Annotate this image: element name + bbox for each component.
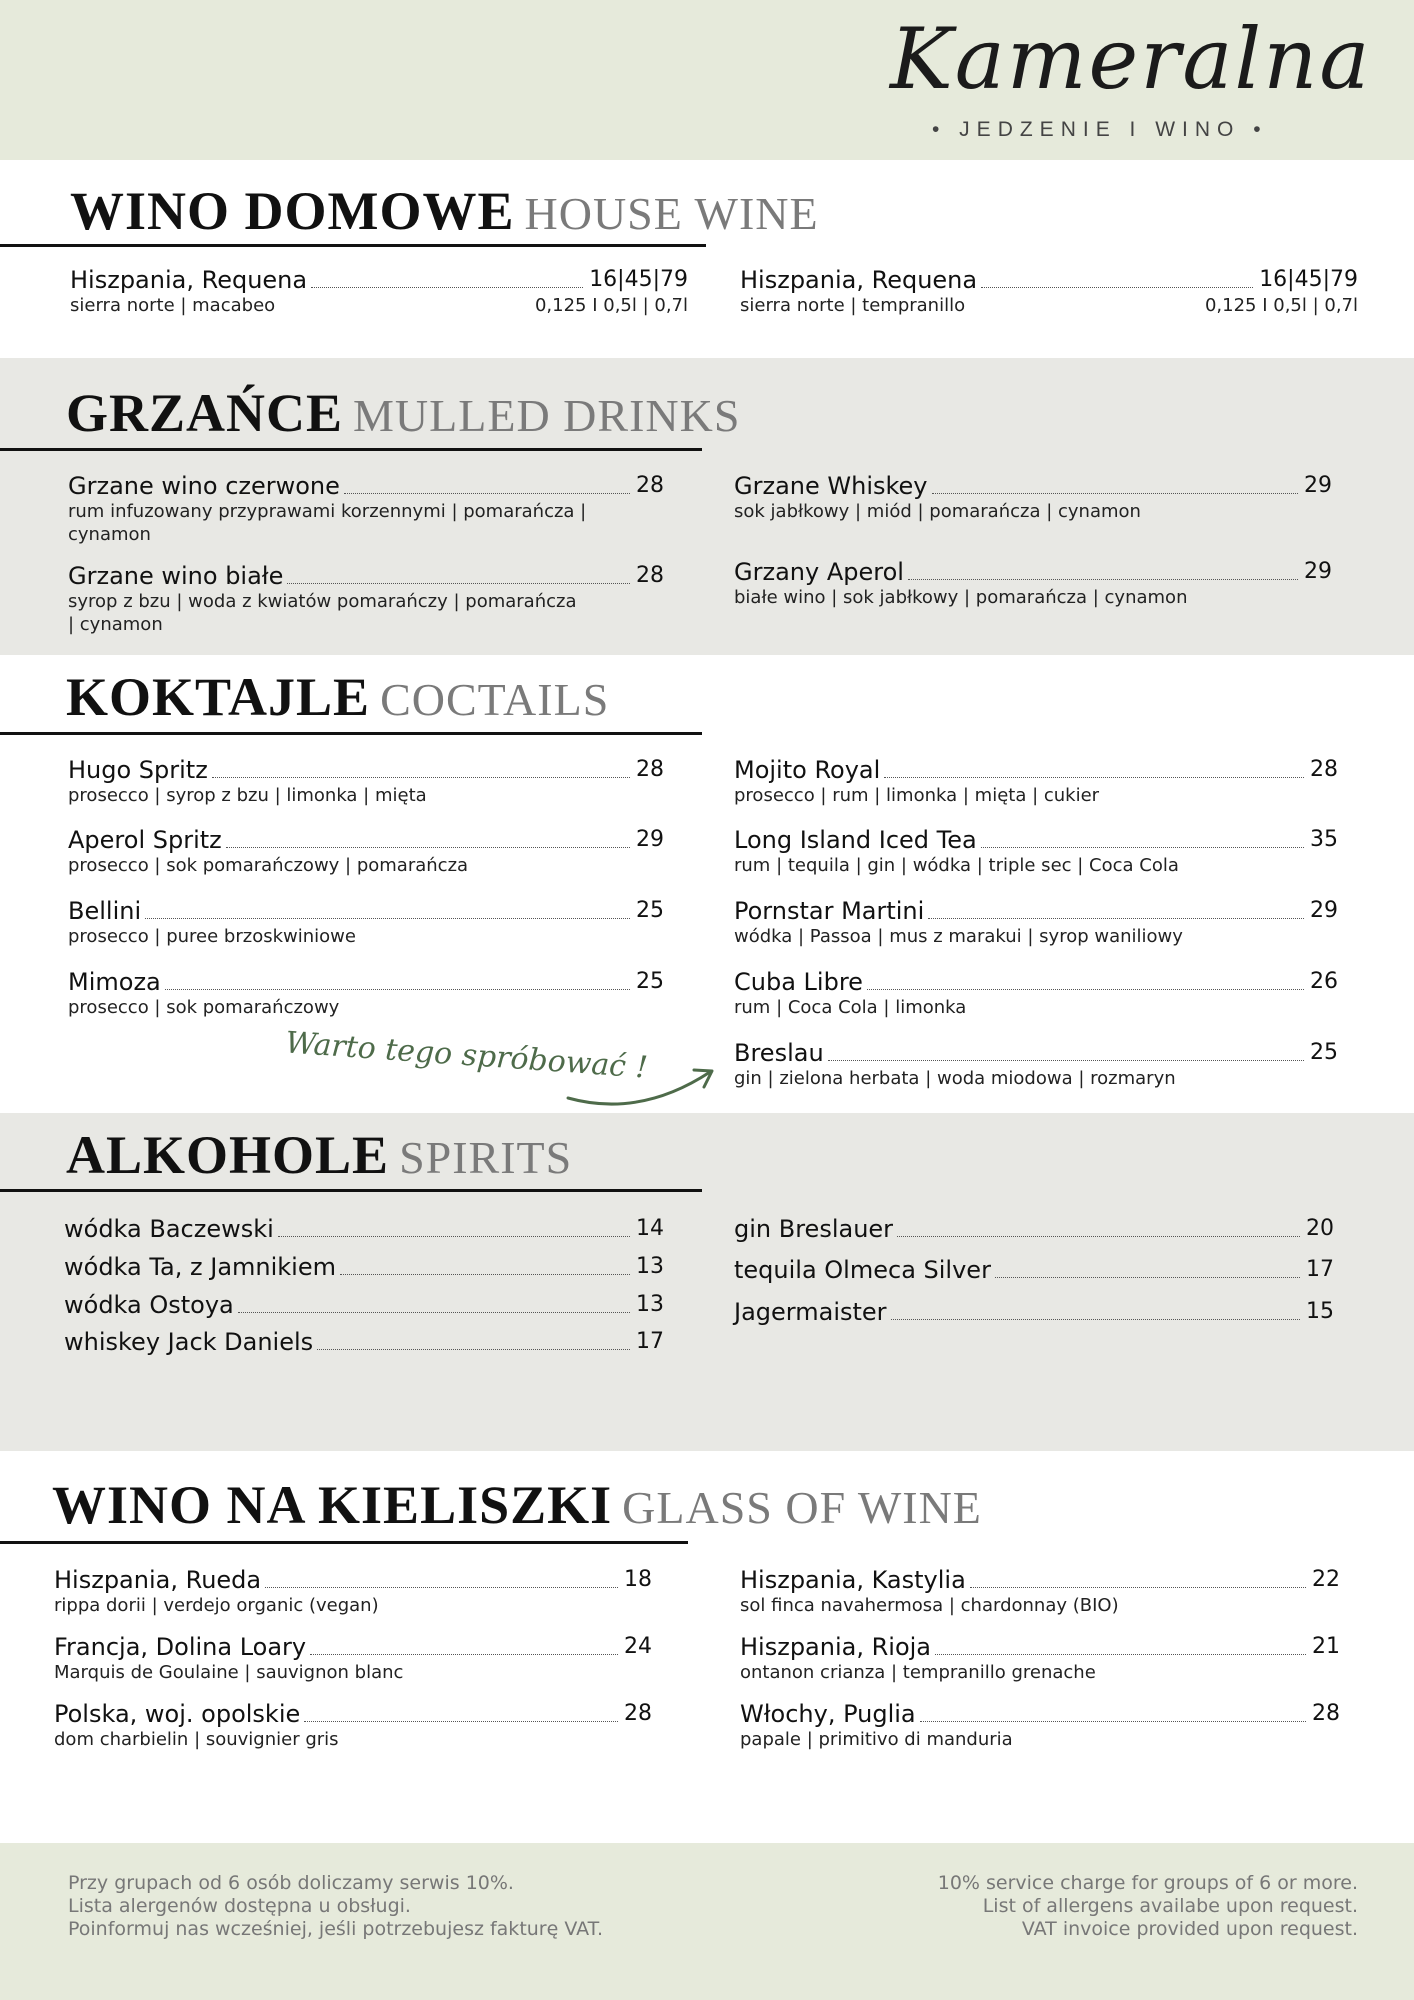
recommendation-note: Warto tego spróbować ! [284, 1025, 649, 1086]
menu-item [734, 472, 1332, 523]
item-price: 13 [636, 1292, 664, 1317]
leader-dots [344, 493, 630, 494]
leader-dots [995, 1277, 1300, 1278]
menu-item [740, 1633, 1340, 1684]
footer-notes-en [938, 1872, 1358, 1941]
item-price: 22 [1312, 1567, 1340, 1592]
item-desc: syrop z bzu | woda z kwiatów pomarańczy | pomarańcza | cynamon [68, 591, 577, 635]
item-price: 29 [1304, 473, 1332, 498]
footer-line: 10% service charge for groups of 6 or more. [937, 1872, 1358, 1894]
menu-item [64, 1215, 664, 1243]
footer-notes-pl [68, 1872, 603, 1941]
menu-item [734, 558, 1332, 609]
item-sizes: 0,125 I 0,5l | 0,7l [1204, 295, 1358, 316]
leader-dots [311, 287, 583, 288]
item-price: 29 [1310, 898, 1338, 923]
menu-item [64, 1291, 664, 1319]
menu-item [64, 1253, 664, 1281]
leader-dots [304, 1721, 618, 1722]
heading-pl: GRZAŃCE [66, 383, 344, 443]
menu-item [68, 562, 664, 636]
leader-dots [935, 1654, 1306, 1655]
item-name: wódka Ostoya [64, 1291, 234, 1319]
section-heading-mulled [66, 382, 740, 444]
item-price: 16|45|79 [1259, 267, 1358, 292]
footer-line: Poinformuj nas wcześniej, jeśli potrzebujesz fakturę VAT. [68, 1918, 604, 1940]
item-desc: prosecco | syrop z bzu | limonka | mięta [68, 785, 427, 806]
item-price: 15 [1306, 1299, 1334, 1324]
item-sizes: 0,125 I 0,5l | 0,7l [534, 295, 688, 316]
leader-dots [265, 1587, 618, 1588]
item-name: gin Breslauer [734, 1215, 894, 1243]
item-price: 17 [636, 1329, 664, 1354]
heading-rule [0, 1541, 688, 1544]
item-name: Mojito Royal [734, 756, 881, 784]
brand-logo [880, 10, 1372, 150]
item-desc: gin | zielona herbata | woda miodowa | rozmaryn [734, 1068, 1176, 1089]
menu-item [734, 756, 1338, 807]
leader-dots [226, 847, 630, 848]
item-price: 25 [636, 898, 664, 923]
menu-item [734, 897, 1338, 948]
menu-item [740, 1700, 1340, 1751]
menu-item [68, 897, 664, 948]
item-desc: sol finca navahermosa | chardonnay (BIO) [740, 1595, 1119, 1616]
item-name: Hugo Spritz [68, 756, 208, 784]
item-name: Włochy, Puglia [740, 1700, 916, 1728]
item-price: 29 [636, 827, 664, 852]
leader-dots [928, 918, 1304, 919]
item-name: Grzane Whiskey [734, 472, 928, 500]
section-heading-spirits [66, 1124, 572, 1186]
leader-dots [981, 287, 1253, 288]
heading-en: SPIRITS [399, 1132, 573, 1183]
leader-dots [287, 583, 630, 584]
leader-dots [932, 493, 1299, 494]
heading-en: COCTAILS [380, 674, 610, 725]
item-desc: dom charbielin | souvignier gris [54, 1729, 339, 1750]
item-price: 20 [1306, 1216, 1334, 1241]
item-desc: sierra norte | tempranillo [740, 295, 966, 316]
heading-rule [0, 448, 702, 451]
menu-item [70, 266, 688, 317]
item-desc: rum infuzowany przyprawami korzennymi | pomarańcza | cynamon [68, 501, 587, 545]
menu-item [64, 1328, 664, 1356]
curved-arrow-icon [560, 1060, 720, 1120]
menu-item [734, 1256, 1334, 1284]
menu-item [54, 1566, 652, 1617]
item-desc: rum | tequila | gin | wódka | triple sec | Coca Cola [734, 855, 1179, 876]
item-name: Hiszpania, Requena [70, 266, 308, 294]
leader-dots [897, 1236, 1300, 1237]
item-name: Hiszpania, Requena [740, 266, 978, 294]
item-name: Grzane wino białe [68, 562, 284, 590]
menu-item [734, 1215, 1334, 1243]
menu-item [68, 826, 664, 877]
item-price: 26 [1310, 969, 1338, 994]
item-price: 18 [624, 1567, 652, 1592]
leader-dots [970, 1587, 1306, 1588]
item-name: wódka Baczewski [64, 1215, 274, 1243]
leader-dots [212, 777, 630, 778]
item-price: 13 [636, 1254, 664, 1279]
leader-dots [828, 1060, 1304, 1061]
heading-rule [0, 244, 706, 247]
item-price: 14 [636, 1216, 664, 1241]
item-desc: rippa dorii | verdejo organic (vegan) [54, 1595, 379, 1616]
heading-rule [0, 732, 702, 735]
menu-item [740, 1566, 1340, 1617]
leader-dots [165, 989, 630, 990]
item-name: tequila Olmeca Silver [734, 1256, 991, 1284]
menu-item [54, 1633, 652, 1684]
footer-line: Przy grupach od 6 osób doliczamy serwis 10%. [68, 1872, 514, 1894]
item-name: whiskey Jack Daniels [64, 1328, 314, 1356]
leader-dots [340, 1274, 630, 1275]
menu-item [68, 968, 664, 1019]
heading-pl: KOKTAJLE [66, 667, 371, 727]
leader-dots [891, 1319, 1300, 1320]
footer-line: List of allergens availabe upon request. [982, 1895, 1358, 1917]
item-name: Cuba Libre [734, 968, 863, 996]
item-name: Polska, woj. opolskie [54, 1700, 301, 1728]
item-desc: prosecco | sok pomarańczowy | pomarańcza [68, 855, 469, 876]
item-desc: sierra norte | macabeo [70, 295, 276, 316]
leader-dots [908, 579, 1298, 580]
item-price: 28 [636, 473, 664, 498]
item-name: wódka Ta, z Jamnikiem [64, 1253, 336, 1281]
item-desc: prosecco | sok pomarańczowy [68, 997, 340, 1018]
item-name: Hiszpania, Rioja [740, 1633, 932, 1661]
item-name: Hiszpania, Rueda [54, 1566, 262, 1594]
footer-line: Lista alergenów dostępna u obsługi. [68, 1895, 411, 1917]
heading-rule [0, 1189, 702, 1192]
item-desc: białe wino | sok jabłkowy | pomarańcza | cynamon [734, 587, 1188, 608]
heading-pl: WINO DOMOWE [70, 181, 515, 241]
item-price: 28 [636, 563, 664, 588]
menu-item [740, 266, 1358, 317]
leader-dots [310, 1654, 618, 1655]
item-desc: sok jabłkowy | miód | pomarańcza | cynamon [734, 501, 1141, 522]
item-price: 28 [1312, 1701, 1340, 1726]
leader-dots [145, 918, 630, 919]
item-name: Pornstar Martini [734, 897, 925, 925]
leader-dots [238, 1312, 630, 1313]
heading-en: GLASS OF WINE [622, 1482, 982, 1533]
item-name: Hiszpania, Kastylia [740, 1566, 966, 1594]
item-name: Jagermaister [734, 1298, 887, 1326]
section-heading-cocktails [66, 666, 609, 728]
leader-dots [920, 1721, 1306, 1722]
menu-item [54, 1700, 652, 1751]
menu-item [68, 472, 664, 546]
item-price: 24 [624, 1634, 652, 1659]
brand-tagline: • JEDZENIE I WINO • [932, 118, 1268, 141]
leader-dots [278, 1236, 630, 1237]
item-name: Grzane wino czerwone [68, 472, 340, 500]
item-price: 21 [1312, 1634, 1340, 1659]
item-desc: rum | Coca Cola | limonka [734, 997, 967, 1018]
item-name: Long Island Iced Tea [734, 826, 977, 854]
menu-item [734, 1298, 1334, 1326]
heading-en: HOUSE WINE [524, 188, 819, 239]
item-name: Aperol Spritz [68, 826, 222, 854]
item-price: 28 [1310, 757, 1338, 782]
item-price: 25 [636, 969, 664, 994]
leader-dots [867, 989, 1304, 990]
menu-item [734, 968, 1338, 1019]
item-desc: prosecco | puree brzoskwiniowe [68, 926, 356, 947]
leader-dots [884, 777, 1304, 778]
item-price: 29 [1304, 559, 1332, 584]
menu-item [68, 756, 664, 807]
item-price: 17 [1306, 1257, 1334, 1282]
brand-name: Kameralna [890, 10, 1372, 108]
leader-dots [317, 1349, 630, 1350]
leader-dots [981, 847, 1304, 848]
item-desc: wódka | Passoa | mus z marakui | syrop waniliowy [734, 926, 1183, 947]
item-desc: ontanon crianza | tempranillo grenache [740, 1662, 1096, 1683]
item-price: 35 [1310, 827, 1338, 852]
item-name: Grzany Aperol [734, 558, 904, 586]
section-heading-glass-wine [52, 1474, 982, 1536]
item-price: 25 [1310, 1040, 1338, 1065]
item-desc: Marquis de Goulaine | sauvignon blanc [54, 1662, 404, 1683]
section-heading-house-wine [70, 180, 819, 242]
menu-item [734, 826, 1338, 877]
item-price: 28 [636, 757, 664, 782]
item-name: Breslau [734, 1039, 824, 1067]
item-price: 16|45|79 [589, 267, 688, 292]
heading-pl: ALKOHOLE [66, 1125, 390, 1185]
footer-line: VAT invoice provided upon request. [1021, 1918, 1358, 1940]
item-price: 28 [624, 1701, 652, 1726]
item-name: Bellini [68, 897, 142, 925]
heading-en: MULLED DRINKS [353, 390, 741, 441]
item-desc: papale | primitivo di manduria [740, 1729, 1013, 1750]
menu-item [734, 1039, 1338, 1090]
item-name: Mimoza [68, 968, 161, 996]
item-name: Francja, Dolina Loary [54, 1633, 307, 1661]
heading-pl: WINO NA KIELISZKI [52, 1475, 613, 1535]
item-desc: prosecco | rum | limonka | mięta | cukier [734, 785, 1100, 806]
